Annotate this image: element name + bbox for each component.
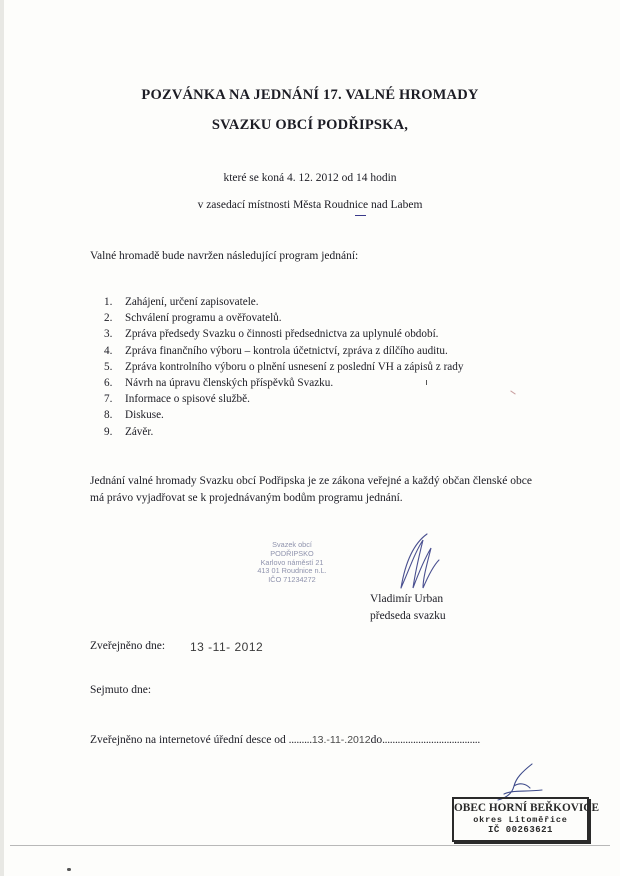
internet-notice-line [90,734,480,746]
stamp-line: PODŘIPSKO [270,548,314,558]
program-item-text: Závěr. [125,425,154,438]
program-item-number: 8. [104,409,113,422]
internet-label: Zveřejněno na internetové úřední desce od [90,734,286,746]
program-item [104,424,463,440]
program-item-number: 2. [104,312,113,325]
program-item-text: Schválení programu a ověřovatelů. [125,312,282,325]
stray-mark [510,390,515,394]
program-item [104,407,463,423]
internet-lead-dots: ......... [288,734,312,746]
stamp-line: Karlovo náměstí 21 [260,557,324,567]
program-item-text: Zpráva předsedy Svazku o činnosti předsednictva za uplynulé období. [125,328,439,341]
program-item [104,343,463,359]
internet-from-date: 13.-11-.2012 [311,734,371,746]
internet-trail-dots: ...................................... [382,734,480,746]
program-item [104,310,463,326]
removed-label: Sejmuto dne: [90,684,152,696]
program-item-text: Zpráva kontrolního výboru o plnění usnesení z poslední VH a zápisů z rady [125,360,464,373]
program-item-text: Informace o spisové službě. [125,393,250,406]
stamp-line: IČO 71234272 [268,575,316,585]
stray-mark [426,380,427,385]
program-item-number: 3. [104,328,113,341]
signer-role: předseda svazku [370,610,446,622]
stamp-line: Svazek obcí [272,540,312,549]
municipal-stamp-id: IČ 00263621 [488,825,553,835]
published-date-stamp: 13 -11- 2012 [190,640,264,654]
published-label: Zveřejněno dne: [90,640,166,652]
municipal-stamp [452,797,600,842]
program-item-text: Diskuse. [125,409,164,422]
scan-speck [67,868,71,871]
program-item-number: 7. [104,393,113,406]
document-title-line2: SVAZKU OBCÍ PODŘIPSKA, [211,117,409,133]
public-notice-paragraph: Jednání valné hromady Svazku obcí Podřipska je ze zákona veřejné a každý občan členské obce má právo vyjadřovat se k projednávaným bodům programu jednání. [90,475,532,504]
association-stamp [252,541,332,585]
program-list [104,294,463,440]
stamp-line: 413 01 Roudnice n.L. [257,566,327,576]
scan-edge-line [10,845,610,846]
program-item [104,391,463,407]
program-item [104,326,463,342]
ink-dash-mark [355,215,366,216]
program-item [104,294,463,310]
program-intro: Valné hromadě bude navržen následující program jednání: [90,250,359,262]
meeting-place: v zasedací místnosti Města Roudnice nad Labem [197,199,423,211]
program-item-text: Zahájení, určení zapisovatele. [125,296,259,308]
program-item-text: Návrh na úpravu členských příspěvků Svazku. [125,376,334,389]
document-title-line1: POZVÁNKA NA JEDNÁNÍ 17. VALNÉ HROMADY [141,87,479,103]
meeting-date: které se koná 4. 12. 2012 od 14 hodin [223,172,397,184]
program-item-number: 9. [104,425,113,438]
signer-block [370,591,446,625]
municipal-stamp-name: OBEC HORNÍ BEŘKOVICE [454,802,600,814]
program-item-number: 5. [104,360,113,373]
internet-do-label: do [370,734,383,746]
signer-name: Vladimír Urban [370,593,444,605]
program-item [104,375,463,391]
chairman-signature [393,530,443,592]
program-item-number: 1. [104,296,113,308]
program-item-number: 4. [104,344,113,357]
program-item-text: Zpráva finančního výboru – kontrola účetnictví, zpráva z dílčího auditu. [125,344,448,357]
program-item [104,359,463,375]
program-item-number: 6. [104,376,113,389]
municipal-stamp-district: okres Litoměřice [473,815,568,825]
